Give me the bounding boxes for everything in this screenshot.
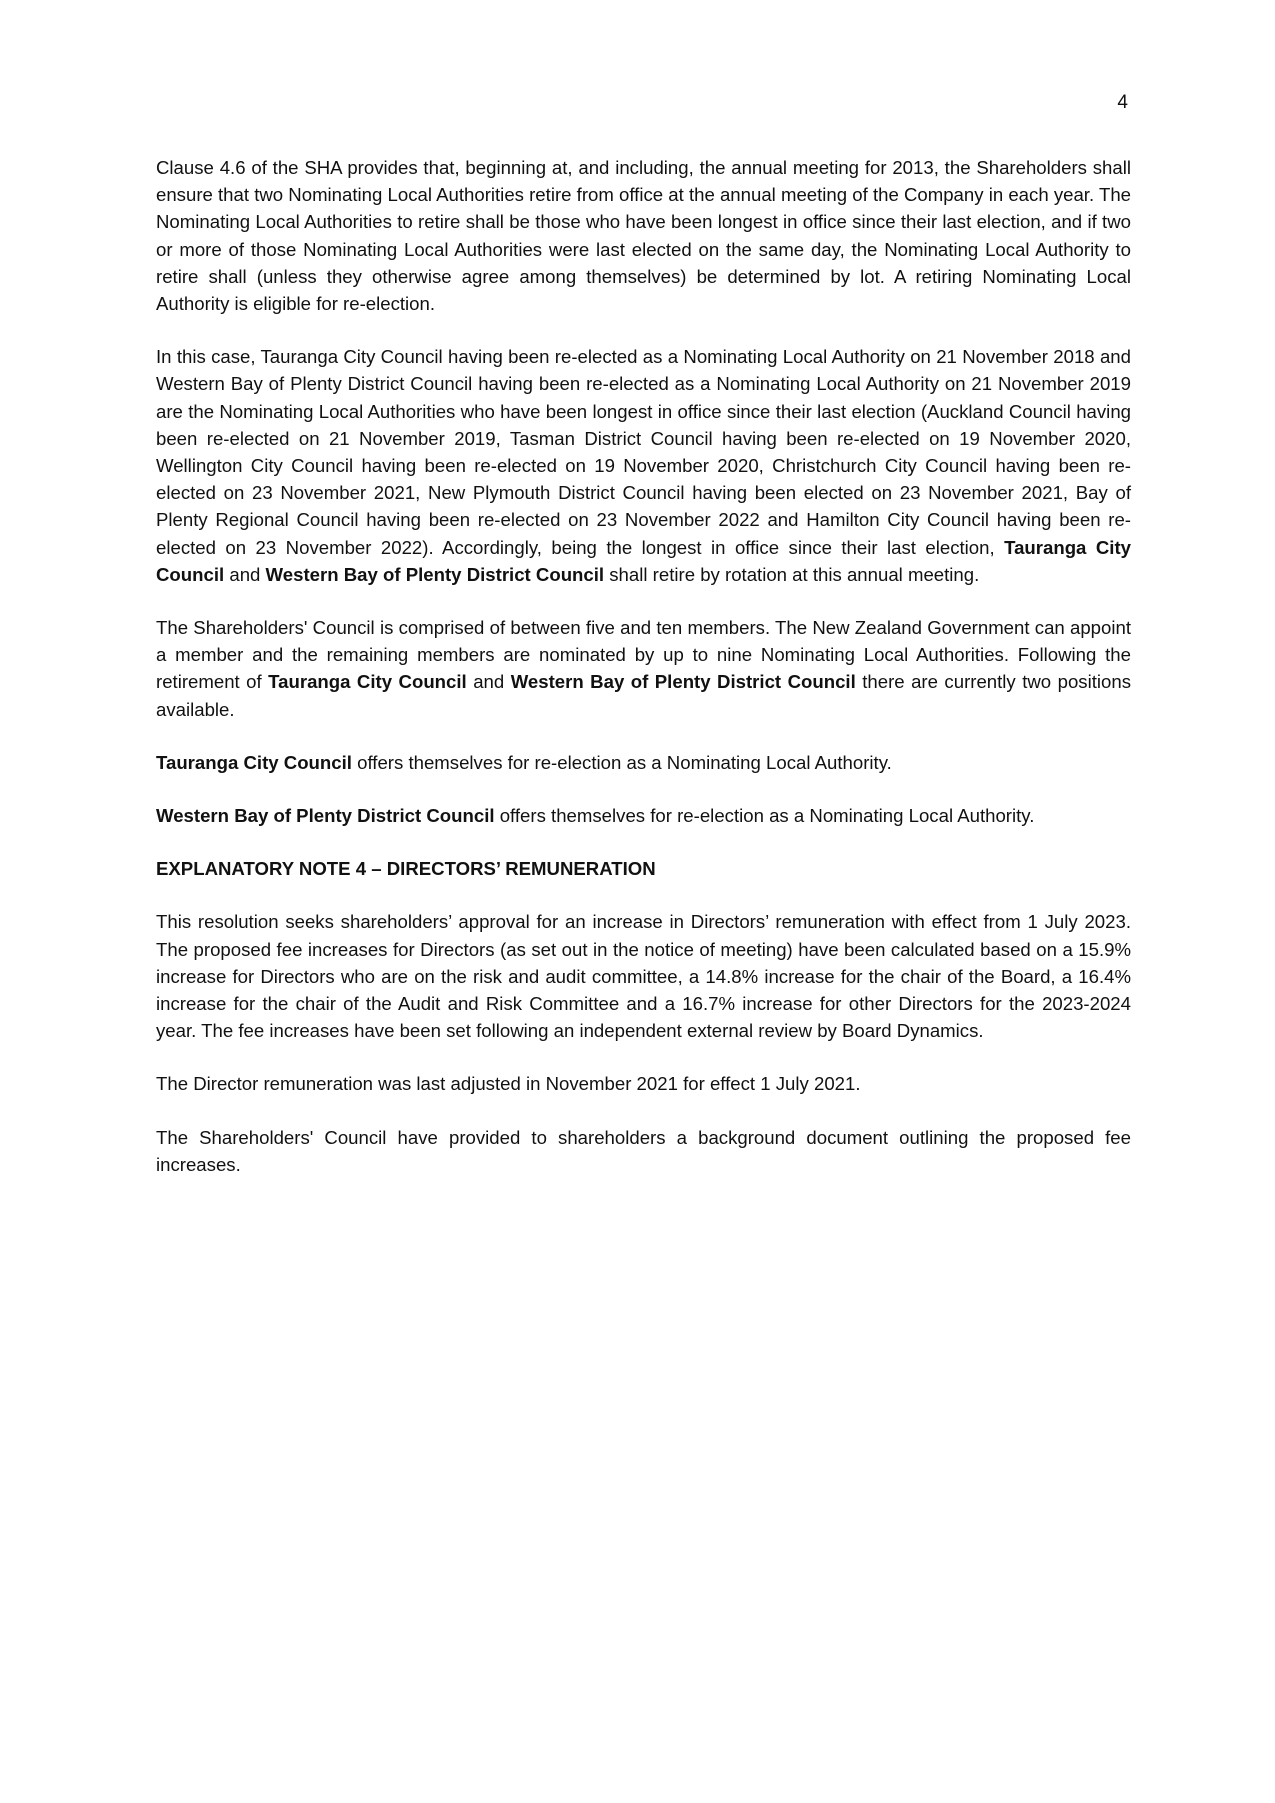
paragraph-shareholders-council: The Shareholders' Council is comprised of between five and ten members. The New Zealand Government can appoint a member and the remaining members are nominated by up to nine Nominating Local Authorities. Following the retirement of Tauranga City Council and Western Bay of Plenty District Council there are currently two positions available. <box>156 617 1131 720</box>
document-body <box>156 154 1131 1204</box>
paragraph-tauranga-reelection: Tauranga City Council offers themselves for re-election as a Nominating Local Authority. <box>156 751 892 773</box>
section-heading: EXPLANATORY NOTE 4 – DIRECTORS’ REMUNERATION <box>156 858 656 880</box>
bold-tauranga: Tauranga City Council <box>268 671 467 693</box>
bold-tauranga: Tauranga City Council <box>156 536 1131 585</box>
page-number: 4 <box>1117 92 1128 113</box>
paragraph-background-document: The Shareholders' Council have provided to shareholders a background document outlining the proposed fee increases. <box>156 1126 1131 1175</box>
paragraph-last-adjusted: The Director remuneration was last adjusted in November 2021 for effect 1 July 2021. <box>156 1073 861 1095</box>
bold-western-bay: Western Bay of Plenty District Council <box>265 563 605 585</box>
paragraph-retirement-rotation: In this case, Tauranga City Council having been re-elected as a Nominating Local Authority on 21 November 2018 and Western Bay of Plenty District Council having been re-elected as a Nominating Local Authority on 21 November 2019 are the Nominating Local Authorities who have been longest in office since their last election (Auckland Council having been re-elected on 21 November 2019, Tasman District Council having been re-elected on 19 November 2020, Wellington City Council having been re-elected on 19 November 2020, Christchurch City Council having been re-elected on 23 November 2021, New Plymouth District Council having been elected on 23 November 2021, Bay of Plenty Regional Council having been re-elected on 23 November 2022 and Hamilton City Council having been re-elected on 23 November 2022). Accordingly, being the longest in office since their last election, Tauranga City Council and Western Bay of Plenty District Council shall retire by rotation at this annual meeting. <box>156 346 1131 585</box>
paragraph-clause-4-6: Clause 4.6 of the SHA provides that, beginning at, and including, the annual meeting for 2013, the Shareholders shall ensure that two Nominating Local Authorities retire from office at the annual meeting of the Company in each year. The Nominating Local Authorities to retire shall be those who have been longest in office since their last election, and if two or more of those Nominating Local Authorities were last elected on the same day, the Nominating Local Authority to retire shall (unless they otherwise agree among themselves) be determined by lot. A retiring Nominating Local Authority is eligible for re-election. <box>156 157 1132 315</box>
paragraph-remuneration-resolution: This resolution seeks shareholders’ approval for an increase in Directors’ remuneration with effect from 1 July 2023. The proposed fee increases for Directors (as set out in the notice of meeting) have been calculated based on a 15.9% increase for Directors who are on the risk and audit committee, a 14.8% increase for the chair of the Board, a 16.4% increase for the chair of the Audit and Risk Committee and a 16.7% increase for other Directors for the 2023-2024 year. The fee increases have been set following an independent external review by Board Dynamics. <box>156 911 1131 1042</box>
bold-western-bay: Western Bay of Plenty District Council <box>510 671 856 693</box>
paragraph-western-bay-reelection: Western Bay of Plenty District Council offers themselves for re-election as a Nominating Local Authority. <box>156 805 1035 827</box>
